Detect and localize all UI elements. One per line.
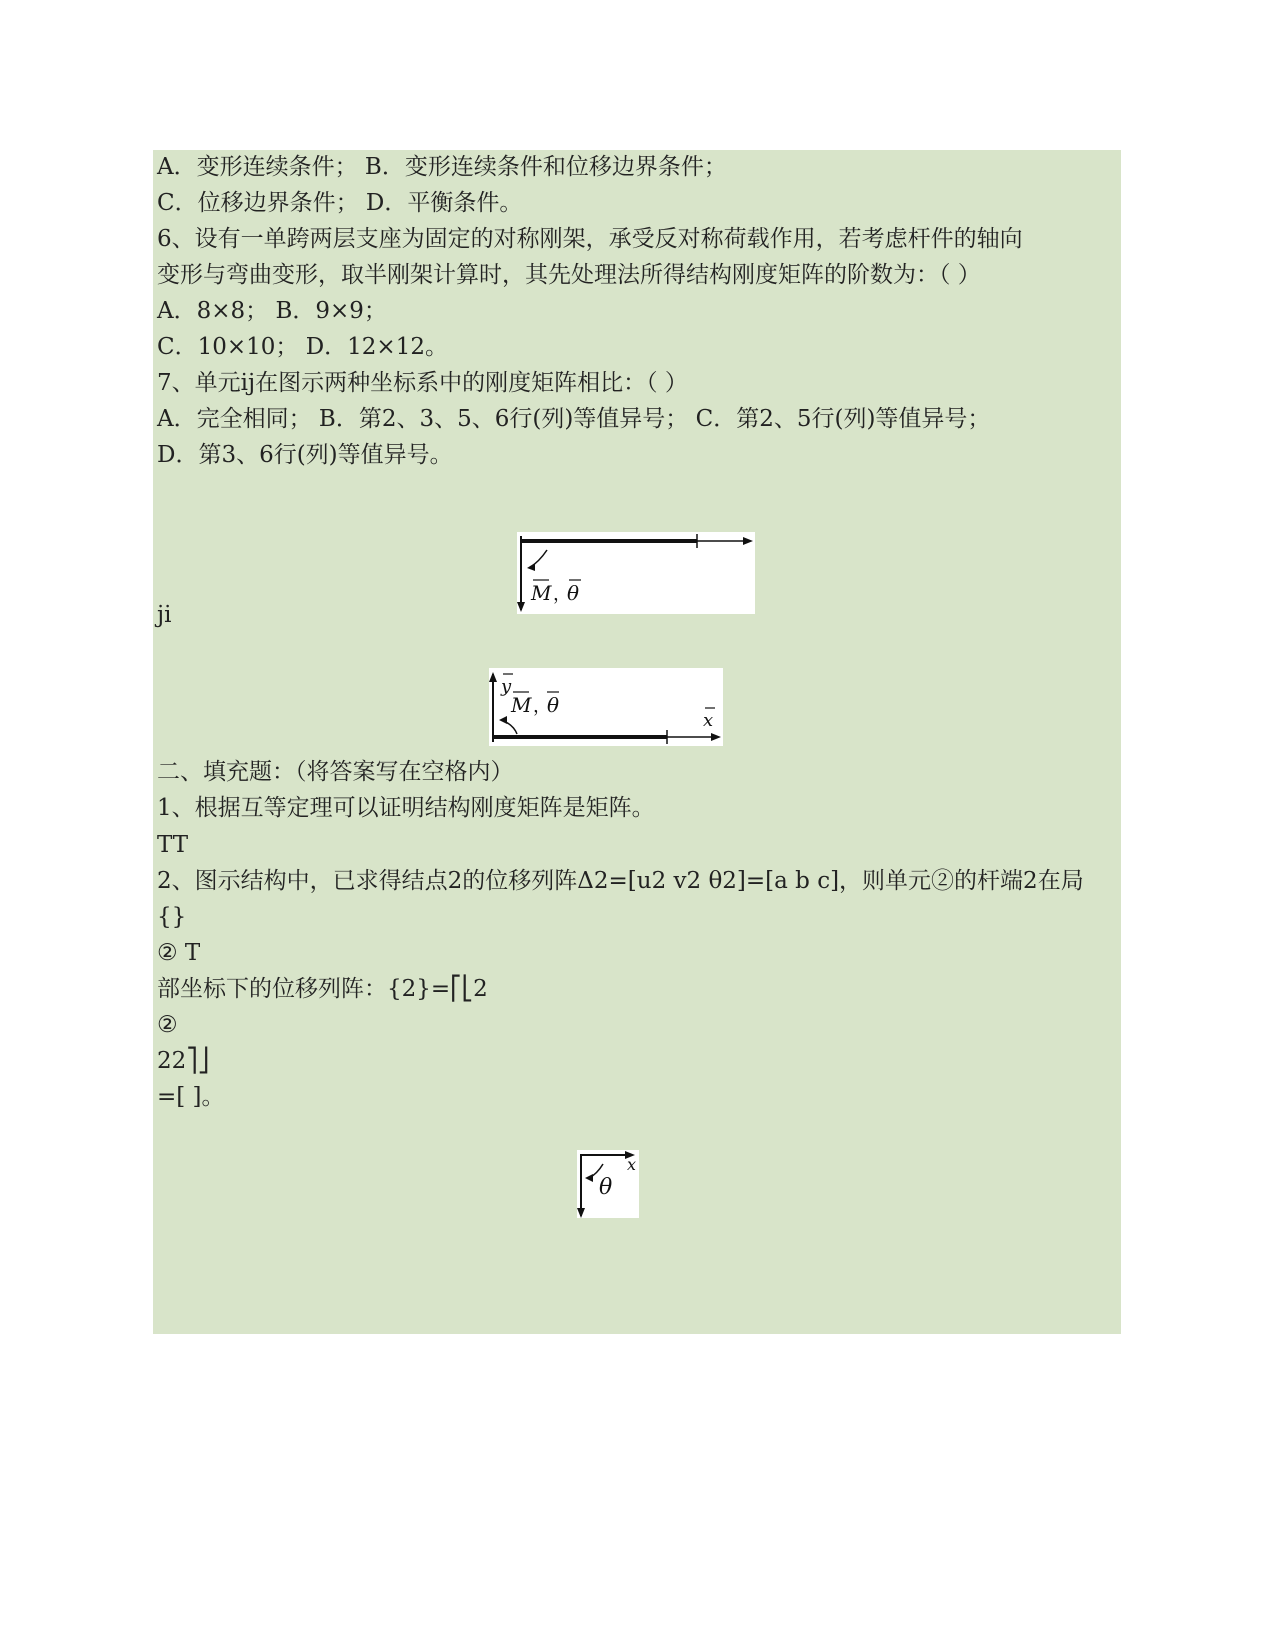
separator: ， — [553, 584, 571, 605]
x-axis-label: x — [627, 1155, 637, 1174]
node-figure — [577, 1150, 639, 1218]
theta-label: θ — [567, 581, 580, 605]
formula-fragment: 部坐标下的位移列阵：{2}=⎡⎣2 — [157, 976, 488, 1002]
superscript-fragment: TT — [157, 832, 189, 858]
element-figure-1 — [517, 532, 755, 614]
option-line: D．第3、6行(列)等值异号。 — [157, 442, 453, 468]
section-heading: 二、填充题：（将答案写在空格内） — [157, 759, 514, 785]
moment-label: M — [511, 693, 532, 717]
option-line: A．8×8； B．9×9； — [157, 298, 387, 324]
node-label: ji — [157, 602, 172, 628]
theta-label: θ — [547, 693, 560, 717]
document-content — [153, 150, 1121, 1334]
theta-label: θ — [599, 1175, 613, 1200]
option-line: A．变形连续条件； B．变形连续条件和位移边界条件； — [157, 154, 727, 180]
moment-label: M — [531, 581, 552, 605]
question-6-line-2: 变形与弯曲变形，取半刚架计算时，其先处理法所得结构刚度矩阵的阶数为：（ ） — [157, 262, 981, 288]
x-axis-label: x — [703, 710, 714, 731]
answer-blank: =[ ]。 — [157, 1084, 225, 1110]
option-line: C．10×10； D．12×12。 — [157, 334, 448, 360]
fill-question-2: 2、图示结构中，已求得结点2的位移列阵Δ2=[u2 v2 θ2]=[a b c]，则单元②的杆端2在局 — [157, 868, 1084, 894]
y-axis-label: y — [501, 676, 512, 697]
question-6-line-1: 6、设有一单跨两层支座为固定的对称刚架，承受反对称荷载作用，若考虑杆件的轴向 — [157, 226, 1023, 252]
option-line: A．完全相同； B．第2、3、5、6行(列)等值异号； C．第2、5行(列)等值异号； — [157, 406, 991, 432]
formula-fragment: 22⎤⎦ — [157, 1048, 210, 1074]
option-line: C．位移边界条件； D．平衡条件。 — [157, 190, 523, 216]
question-7: 7、单元ij在图示两种坐标系中的刚度矩阵相比：（ ） — [157, 370, 688, 396]
formula-fragment: {} — [157, 904, 187, 930]
formula-fragment: ② T — [157, 940, 201, 966]
element-figure-2 — [489, 668, 723, 746]
separator: ， — [533, 696, 551, 717]
formula-fragment: ② — [157, 1012, 178, 1038]
fill-question-1: 1、根据互等定理可以证明结构刚度矩阵是矩阵。 — [157, 795, 655, 821]
